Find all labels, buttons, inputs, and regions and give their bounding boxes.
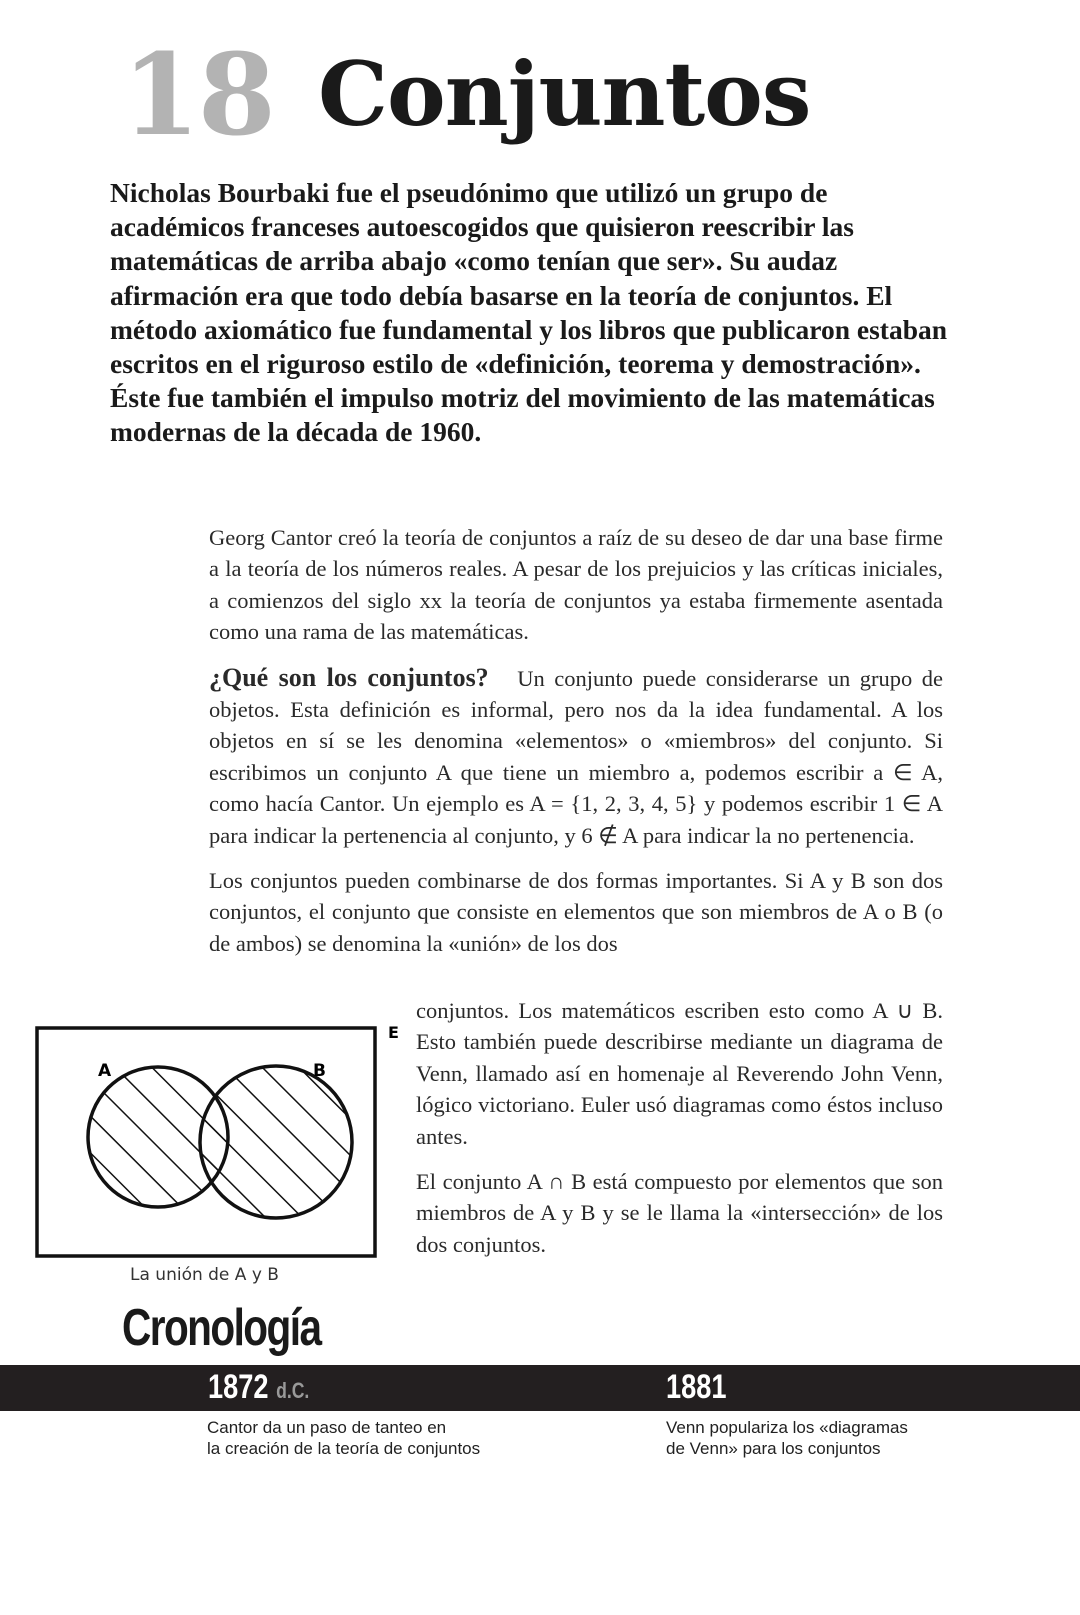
venn-diagram <box>30 1020 410 1260</box>
label-a: A <box>98 1061 112 1081</box>
timeline-entry-text: Cantor da un paso de tanteo en la creación de la teoría de conjuntos <box>207 1418 481 1458</box>
timeline-year: 1881 <box>666 1368 727 1406</box>
subheading: ¿Qué son los conjuntos? <box>209 662 489 692</box>
body-column-narrow <box>416 995 943 1274</box>
chapter-title: Conjuntos <box>318 42 811 146</box>
body-column <box>209 522 943 959</box>
timeline-title: Cronología <box>122 1299 321 1357</box>
figure-caption: La unión de A y B <box>130 1265 279 1285</box>
timeline-year: 1872 d.C. <box>208 1368 310 1406</box>
paragraph: Los conjuntos pueden combinarse de dos formas importantes. Si A y B son dos conjuntos, el conjunto que consiste en elementos que son miembros de A o B (o de ambos) se denomina la «unión» de los dos <box>209 868 943 956</box>
timeline-bar <box>0 1365 1080 1411</box>
chapter-number: 18 <box>122 30 274 161</box>
set-b-circle <box>200 1066 352 1218</box>
paragraph: El conjunto A ∩ B está compuesto por elementos que son miembros de A y B y se le llama la «intersección» de los dos conjuntos. <box>416 1169 943 1257</box>
paragraph-text: Un conjunto puede considerarse un grupo de objetos. Esta definición es informal, pero nos da la idea fundamental. A los objetos en sí se les denomina «elementos» o «miembros» del conjunto. Si escribimos un conjunto A que tiene un miembro a, podemos escribir a ∈ A, como hacía Cantor. Un ejemplo es A = {1, 2, 3, 4, 5} y podemos escribir 1 ∈ A para indicar la pertenencia al conjunto, y 6 ∉ A para indicar la no pertenencia. <box>209 665 944 848</box>
intro-paragraph: Nicholas Bourbaki fue el pseudónimo que utilizó un grupo de académicos franceses autoescogidos que quisieron reescribir las matemáticas de arriba abajo «como tenían que ser». Su audaz afirmación era que todo debía basarse en la teoría de conjuntos. El método axiomático fue fundamental y los libros que publicaron estaban escritos en el riguroso estilo de «definición, teorema y demostración». Éste fue también el impulso motriz del movimiento de las matemáticas modernas de la década de 1960. <box>110 177 948 448</box>
paragraph: Georg Cantor creó la teoría de conjuntos a raíz de su deseo de dar una base firme a la teoría de los números reales. A pesar de los prejuicios y las críticas iniciales, a comienzos del siglo xx la teoría de conjuntos ya estaba firmemente asentada como una rama de las matemáticas. <box>209 525 943 645</box>
paragraph <box>209 662 943 851</box>
timeline-entry-text: Venn populariza los «diagramas de Venn» para los conjuntos <box>666 1418 908 1458</box>
paragraph: conjuntos. Los matemáticos escriben esto como A ∪ B. Esto también puede describirse mediante un diagrama de Venn, llamado así en homenaje al Reverendo John Venn, lógico victoriano. Euler usó diagramas como éstos incluso antes. <box>416 998 943 1149</box>
label-universe: E <box>388 1023 399 1042</box>
label-b: B <box>313 1061 326 1081</box>
